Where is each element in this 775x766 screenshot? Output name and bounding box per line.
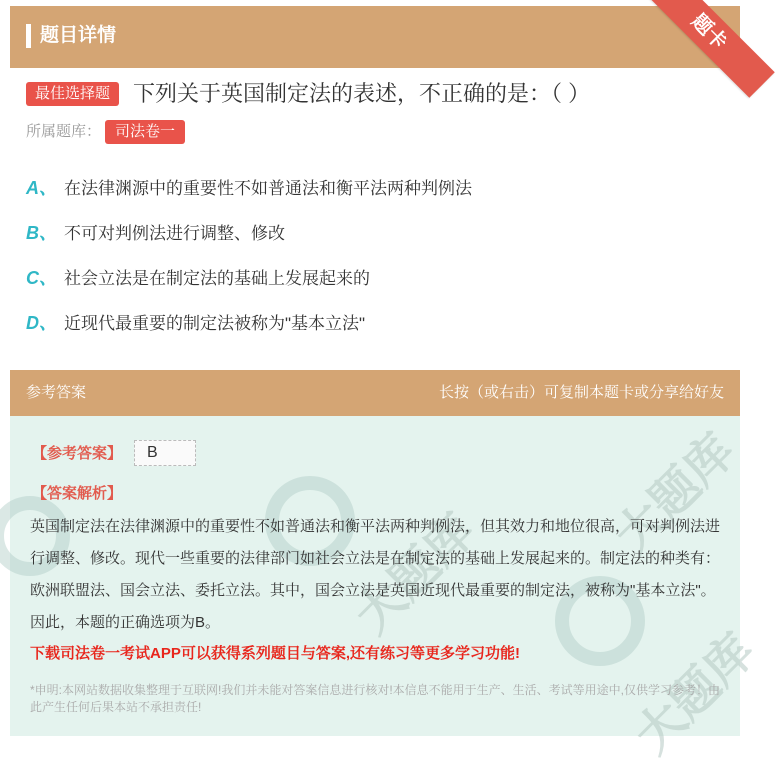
analysis-label: 【答案解析】 <box>32 485 123 502</box>
option-letter: A、 <box>26 178 57 198</box>
question-type-tag: 最佳选择题 <box>26 82 119 106</box>
reference-answer-label: 【参考答案】 <box>32 445 123 462</box>
option-letter: B、 <box>26 223 57 243</box>
answer-body <box>10 416 766 764</box>
option-text: 不可对判例法进行调整、修改 <box>64 224 285 243</box>
analysis-text: 英国制定法在法律渊源中的重要性不如普通法和衡平法两种判例法，但其效力和地位很高，可对判例法进行调整、修改。现代一些重要的法律部门如社会立法是在制定法的基础上发展起来的。制定法的种类有：欧洲联盟法、国会立法、委托立法。其中，国会立法是英国近现代最重要的制定法，被称为"基本立法"。因此，本题的正确选项为B。 <box>30 518 721 631</box>
watermark-text: 大题库 <box>625 624 766 764</box>
answer-header <box>10 370 740 416</box>
question-text: 下列关于英国制定法的表述，不正确的是：（ ） <box>133 81 591 106</box>
corner-ribbon <box>640 0 750 80</box>
option-d[interactable] <box>26 310 365 336</box>
option-text: 在法律渊源中的重要性不如普通法和衡平法两种判例法 <box>64 179 472 198</box>
option-text: 近现代最重要的制定法被称为"基本立法" <box>64 314 366 333</box>
watermark-text: 大题库 <box>605 424 746 564</box>
option-letter: C、 <box>26 268 57 288</box>
detail-header <box>10 6 740 68</box>
page-title: 题目详情 <box>40 25 117 46</box>
watermark-text: 大题库 <box>345 504 486 644</box>
download-promo-link[interactable]: 下载司法卷一考试APP可以获得系列题目与答案,还有练习等更多学习功能! <box>30 645 521 662</box>
option-c[interactable] <box>26 265 370 291</box>
option-a[interactable] <box>26 175 472 201</box>
library-label: 所属题库： <box>26 123 102 140</box>
library-tag[interactable]: 司法卷一 <box>105 120 185 144</box>
share-hint: 长按（或右击）可复制本题卡或分享给好友 <box>438 384 724 401</box>
disclaimer-text: *申明:本网站数据收集整理于互联网!我们并未能对答案信息进行核对!本信息不能用于生产、生活、考试等用途中,仅供学习参考！由此产生任何后果本站不承担责任! <box>30 683 721 714</box>
ribbon-label: 题卡 <box>643 0 775 98</box>
header-accent-bar <box>26 24 31 48</box>
option-b[interactable] <box>26 220 285 246</box>
answer-title: 参考答案 <box>26 384 87 401</box>
option-letter: D、 <box>26 313 57 333</box>
option-text: 社会立法是在制定法的基础上发展起来的 <box>64 269 370 288</box>
reference-answer-value: B <box>134 440 196 466</box>
